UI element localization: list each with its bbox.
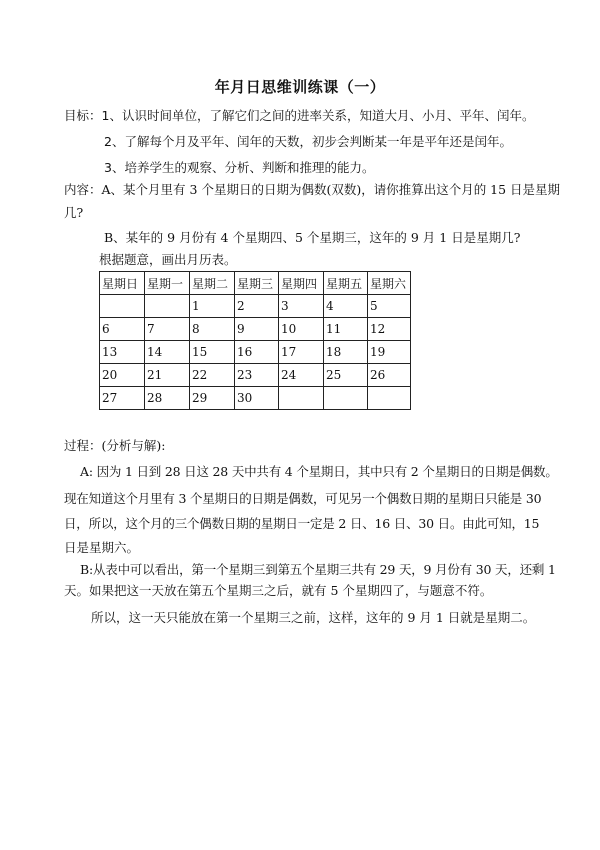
- calendar-cell: 13: [100, 341, 145, 364]
- process-label-note: (分析与解):: [101, 438, 166, 453]
- calendar-header-cell: 星期六: [368, 272, 411, 295]
- calendar-cell: 8: [190, 318, 235, 341]
- question-a-line-2: 几?: [64, 205, 84, 220]
- calendar-cell: 19: [368, 341, 411, 364]
- calendar-cell: 6: [100, 318, 145, 341]
- goal-item-3: 3、培养学生的观察、分析、判断和推理的能力。: [104, 160, 375, 175]
- calendar-cell: 23: [235, 364, 279, 387]
- answer-a-line-4: 日是星期六。: [64, 540, 140, 555]
- goals-line-1: [64, 107, 534, 125]
- answer-a-line-3: 日，所以，这个月的三个偶数日期的星期日一定是 2 日、16 日、30 日。由此可知，15: [64, 516, 540, 531]
- goal-item-2: 2、了解每个月及平年、闰年的天数，初步会判断某一年是平年还是闰年。: [104, 134, 512, 149]
- calendar-cell: 12: [368, 318, 411, 341]
- calendar-cell: 29: [190, 387, 235, 410]
- content-line-a1: [64, 181, 560, 199]
- calendar-row: [100, 318, 411, 341]
- calendar-cell: 16: [235, 341, 279, 364]
- calendar-cell: 27: [100, 387, 145, 410]
- calendar-cell: [100, 295, 145, 318]
- calendar-cell: 5: [368, 295, 411, 318]
- calendar-cell: 1: [190, 295, 235, 318]
- calendar-cell: 4: [324, 295, 368, 318]
- calendar-cell: 15: [190, 341, 235, 364]
- answer-a-line-1: A: 因为 1 日到 28 日这 28 天中共有 4 个星期日，其中只有 2 个星期日的日期是偶数。: [80, 464, 558, 479]
- calendar-header-row: [100, 272, 411, 295]
- answer-b-line-1: B:从表中可以看出，第一个星期三到第五个星期三共有 29 天，9 月份有 30 天，还剩 1: [80, 562, 556, 577]
- calendar-cell: 25: [324, 364, 368, 387]
- calendar-cell: 24: [279, 364, 324, 387]
- goal-item-1: 1、认识时间单位，了解它们之间的进率关系，知道大月、小月、平年、闰年。: [101, 108, 535, 123]
- page-title: 年月日思维训练课（一）: [214, 78, 386, 96]
- goals-label: 目标：: [64, 108, 102, 123]
- content-label: 内容：: [64, 182, 102, 197]
- calendar-cell: 14: [145, 341, 190, 364]
- calendar-intro: 根据题意，画出月历表。: [99, 252, 237, 267]
- calendar-cell: 21: [145, 364, 190, 387]
- calendar-cell: 10: [279, 318, 324, 341]
- answer-b-line-3: 所以，这一天只能放在第一个星期三之前，这样，这年的 9 月 1 日就是星期二。: [91, 610, 536, 625]
- calendar-cell: 28: [145, 387, 190, 410]
- calendar-cell: 18: [324, 341, 368, 364]
- answer-a-line-2: 现在知道这个月里有 3 个星期日的日期是偶数，可见另一个偶数日期的星期日只能是 30: [64, 491, 542, 506]
- calendar-cell: 30: [235, 387, 279, 410]
- calendar-row: [100, 387, 411, 410]
- calendar-cell: 3: [279, 295, 324, 318]
- calendar-cell: 17: [279, 341, 324, 364]
- calendar-cell: [145, 295, 190, 318]
- process-label: 过程：: [64, 438, 102, 453]
- calendar-header-cell: 星期一: [145, 272, 190, 295]
- calendar-cell: 22: [190, 364, 235, 387]
- calendar-cell: 2: [235, 295, 279, 318]
- calendar-row: [100, 364, 411, 387]
- calendar-row: [100, 295, 411, 318]
- question-a-line-1: A、某个月里有 3 个星期日的日期为偶数(双数)，请你推算出这个月的 15 日是星期: [101, 182, 561, 197]
- calendar-header-cell: 星期日: [100, 272, 145, 295]
- answer-b-line-2: 天。如果把这一天放在第五个星期三之后，就有 5 个星期四了，与题意不符。: [64, 583, 493, 598]
- calendar-cell: 26: [368, 364, 411, 387]
- calendar-cell: 7: [145, 318, 190, 341]
- calendar-cell: [279, 387, 324, 410]
- calendar-header-cell: 星期三: [235, 272, 279, 295]
- calendar-row: [100, 341, 411, 364]
- question-b: B、某年的 9 月份有 4 个星期四、5 个星期三，这年的 9 月 1 日是星期几?: [104, 230, 521, 245]
- calendar-cell: [324, 387, 368, 410]
- process-heading: [64, 437, 165, 455]
- calendar-header-cell: 星期四: [279, 272, 324, 295]
- calendar-header-cell: 星期五: [324, 272, 368, 295]
- calendar-cell: 11: [324, 318, 368, 341]
- calendar-cell: 9: [235, 318, 279, 341]
- calendar-cell: [368, 387, 411, 410]
- calendar-table: [99, 271, 411, 410]
- calendar-header-cell: 星期二: [190, 272, 235, 295]
- calendar-cell: 20: [100, 364, 145, 387]
